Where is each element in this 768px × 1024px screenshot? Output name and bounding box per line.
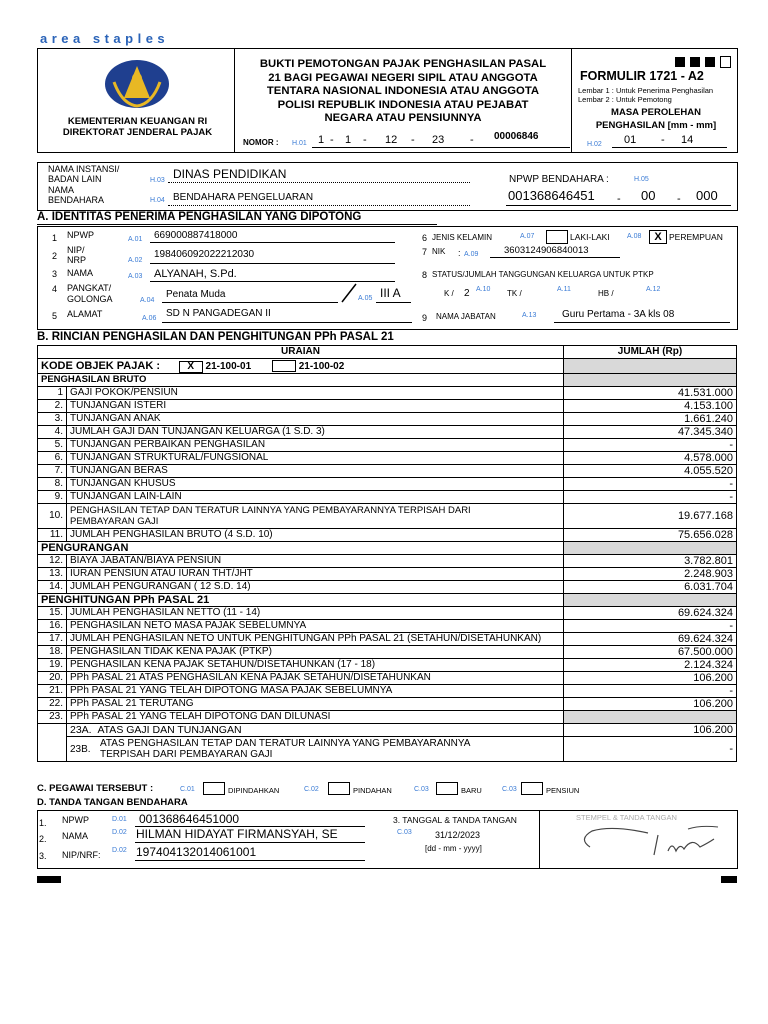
- section-c-title: C. PEGAWAI TERSEBUT :: [37, 783, 154, 794]
- ministry-line2: DIREKTORAT JENDERAL PAJAK: [62, 127, 213, 138]
- pensiun-checkbox[interactable]: [521, 782, 543, 795]
- table-row: 8. TUNJANGAN KHUSUS -: [38, 478, 737, 491]
- penerima-nip: 198406092022212030: [154, 249, 255, 260]
- table-row: 5. TUNJANGAN PERBAIKAN PENGHASILAN -: [38, 439, 737, 452]
- table-row: 4. JUMLAH GAJI DAN TUNJANGAN KELUARGA (1 S.D. 3) 47.345.340: [38, 426, 737, 439]
- kode-objek-pajak: KODE OBJEK PAJAK : X 21-100-01 21-100-02: [38, 359, 564, 374]
- penerima-pangkat: Penata Muda: [166, 289, 226, 300]
- penerima-jabatan: Guru Pertama - 3A kls 08: [562, 309, 675, 320]
- table-row: 14. JUMLAH PENGURANGAN ( 12 S.D. 14) 6.031.704: [38, 581, 737, 594]
- table-row: 20. PPh PASAL 21 ATAS PENGHASILAN KENA PAJAK SETAHUN/DISETAHUNKAN 106.200: [38, 672, 737, 685]
- npwp-bendahara-a: 001368646451: [508, 188, 595, 203]
- table-row: 3. TUNJANGAN ANAK 1.661.240: [38, 413, 737, 426]
- amount-bruto-1: 4.153.100: [564, 400, 737, 413]
- table-row: 2. TUNJANGAN ISTERI 4.153.100: [38, 400, 737, 413]
- masa-to: 14: [681, 134, 694, 146]
- table-row: 13. IURAN PENSIUN ATAU IURAN THT/JHT 2.248.903: [38, 568, 737, 581]
- table-row: 21. PPh PASAL 21 YANG TELAH DIPOTONG MASA PAJAK SEBELUMNYA -: [38, 685, 737, 698]
- penerima-golongan: III A: [380, 286, 401, 300]
- amount-hitung-4: 2.124.324: [564, 659, 737, 672]
- signature-icon: [568, 823, 734, 863]
- nomor-part2: 1: [345, 134, 352, 146]
- amount-hitung-0: 69.624.324: [564, 607, 737, 620]
- amount-bruto-8: -: [564, 491, 737, 504]
- amount-bruto-2: 1.661.240: [564, 413, 737, 426]
- section-d-title: D. TANDA TANGAN BENDAHARA: [37, 797, 188, 808]
- table-row: 17. JUMLAH PENGHASILAN NETO UNTUK PENGHITUNGAN PPh PASAL 21 (SETAHUN/DISETAHUNKAN) 69.624.324: [38, 633, 737, 646]
- tanggal-ttd: 31/12/2023: [435, 830, 481, 840]
- nomor-part5: 00006846: [494, 131, 539, 142]
- laki-laki-checkbox[interactable]: [546, 230, 568, 244]
- amount-bruto-7: -: [564, 478, 737, 491]
- kemenkeu-logo-icon: [102, 52, 172, 110]
- bendahara-value: BENDAHARA PENGELUARAN: [173, 192, 314, 203]
- npwp-bendahara-b: 00: [641, 188, 656, 203]
- table-row: 22. PPh PASAL 21 TERUTANG 106.200: [38, 698, 737, 711]
- table-row: 19. PENGHASILAN KENA PAJAK SETAHUN/DISETAHUNKAN (17 - 18) 2.124.324: [38, 659, 737, 672]
- status-k-value: 2: [464, 288, 470, 299]
- table-row: 6. TUNJANGAN STRUKTURAL/FUNGSIONAL 4.578.000: [38, 452, 737, 465]
- amount-peng-0: 3.782.801: [564, 555, 737, 568]
- baru-checkbox[interactable]: [436, 782, 458, 795]
- section-b-title: B. RINCIAN PENGHASILAN DAN PENGHITUNGAN PPh PASAL 21: [37, 331, 394, 343]
- amount-bruto-0: 41.531.000: [564, 387, 737, 400]
- nomor-label: NOMOR :: [243, 138, 279, 147]
- dipindahkan-checkbox[interactable]: [203, 782, 225, 795]
- kode-21-100-01-checkbox[interactable]: X: [179, 361, 203, 373]
- ministry-line1: KEMENTERIAN KEUANGAN RI: [67, 116, 208, 127]
- amount-hitung-2: 69.624.324: [564, 633, 737, 646]
- amount-hitung-1: -: [564, 620, 737, 633]
- table-row: 9. TUNJANGAN LAIN-LAIN -: [38, 491, 737, 504]
- penerima-npwp: 669000887418000: [154, 230, 238, 241]
- amount-hitung-3: 67.500.000: [564, 646, 737, 659]
- amount-hitung-6: -: [564, 685, 737, 698]
- table-row: 18. PENGHASILAN TIDAK KENA PAJAK (PTKP) 67.500.000: [38, 646, 737, 659]
- penerima-nik: 3603124906840013: [504, 245, 589, 256]
- penerima-nama: ALYANAH, S.Pd.: [154, 268, 237, 280]
- bendahara-nama: HILMAN HIDAYAT FIRMANSYAH, SE: [136, 827, 338, 841]
- perempuan-checkbox[interactable]: X: [649, 230, 667, 244]
- table-row: 15. JUMLAH PENGHASILAN NETTO (11 - 14) 69.624.324: [38, 607, 737, 620]
- bendahara-nip: 197404132014061001: [136, 845, 257, 859]
- formulir-title: FORMULIR 1721 - A2: [580, 69, 704, 83]
- nomor-part4: 23: [432, 134, 445, 146]
- bendahara-npwp: 001368646451000: [139, 812, 240, 826]
- nomor-part3: 12: [385, 134, 398, 146]
- npwp-bendahara-c: 000: [696, 188, 718, 203]
- nomor-part1: 1: [318, 134, 325, 146]
- table-row: 7. TUNJANGAN BERAS 4.055.520: [38, 465, 737, 478]
- rincian-table: URAIAN JUMLAH (Rp) KODE OBJEK PAJAK : X 21-100-01 21-100-02 PENGHASILAN BRUTO 1 GAJI POKOK/PENSIUN 41.531.000 2. TUNJANGAN ISTERI 4.153.100 3. TUNJANGAN ANAK 1.661.240 4. JUMLAH GAJI DAN TUNJANGAN KELUARGA (1 S.D. 3) 47.345.340 5. TUNJANGAN PERBAIKAN PENGHASILAN - 6. TUNJANGAN STRUKTURAL/FUNGSIONAL 4.578.000 7. TUNJANGAN BERAS 4.055.520 8. TUNJANGAN KHUSUS - 9. TUNJANGAN LAIN-LAIN - 10. PENGHASILAN TETAP DAN TERATUR LAINNYA YANG PEMBAYARANNYA TERPISAH DARI PEMBAYARAN GAJI 19.677.168 11. JUMLAH PENGHASILAN BRUTO (4 S.D. 10) 75.656.028 PENGURANGAN 12. BIAYA JABATAN/BIAYA PENSIUN 3.782.801 13. IURAN PENSIUN ATAU IURAN THT/JHT 2.248.903 14. JUMLAH PENGURANGAN ( 12 S.D. 14) 6.031.704 PENGHITUNGAN PPh PASAL 21 15. JUMLAH PENGHASILAN NETTO (11 - 14) 69.624.324 16. PENGHASILAN NETO MASA PAJAK SEBELUMNYA - 17. JUMLAH PENGHASILAN NETO UNTUK PENGHITUNGAN PPh PASAL 21 (SETAHUN/DISETAHUNKAN) 69.624.324 18. PENGHASILAN TIDAK KENA PAJAK (PTKP) 67.500.000 19. PENGHASILAN KENA PAJAK SETAHUN/DISETAHUNKAN (17 - 18) 2.124.324 20. PPh PASAL 21 ATAS PENGHASILAN KENA PAJAK SETAHUN/DISETAHUNKAN 106.200 21. PPh PASAL 21 YANG TELAH DIPOTONG MASA PAJAK SEBELUMNYA - 22. PPh PASAL 21 TERUTANG 106.200 23. PPh PASAL 21 YANG TELAH DIPOTONG DAN DILUNASI 23A. ATAS GAJI DAN TUNJANGAN 106.200 23B. ATAS PENGHASILAN TETAP DAN TERATUR LAINNYA YANG PEMBAYARANNYA TERPISAH DARI PEMBAYARAN GAJI -: [37, 345, 737, 762]
- amount-hitung-7: 106.200: [564, 698, 737, 711]
- amount-peng-1: 2.248.903: [564, 568, 737, 581]
- table-row: 16. PENGHASILAN NETO MASA PAJAK SEBELUMNYA -: [38, 620, 737, 633]
- amount-bruto-3: 47.345.340: [564, 426, 737, 439]
- brand-text: area staples: [40, 31, 170, 46]
- pindahan-checkbox[interactable]: [328, 782, 350, 795]
- table-row: 12. BIAYA JABATAN/BIAYA PENSIUN 3.782.801: [38, 555, 737, 568]
- amount-row10: 19.677.168: [564, 504, 737, 529]
- amount-bruto-5: 4.578.000: [564, 452, 737, 465]
- table-row: 1 GAJI POKOK/PENSIUN 41.531.000: [38, 387, 737, 400]
- amount-peng-2: 6.031.704: [564, 581, 737, 594]
- amount-hitung-8: [564, 711, 737, 724]
- amount-row11: 75.656.028: [564, 529, 737, 542]
- instansi-box: [37, 162, 738, 211]
- amount-bruto-6: 4.055.520: [564, 465, 737, 478]
- section-a-title: A. IDENTITAS PENERIMA PENGHASILAN YANG DIPOTONG: [37, 211, 362, 223]
- amount-row23a: 106.200: [564, 724, 737, 737]
- amount-row23b: -: [564, 737, 737, 762]
- amount-hitung-5: 106.200: [564, 672, 737, 685]
- table-row: 23. PPh PASAL 21 YANG TELAH DIPOTONG DAN DILUNASI: [38, 711, 737, 724]
- document-title: BUKTI PEMOTONGAN PAJAK PENGHASILAN PASAL 21 BAGI PEGAWAI NEGERI SIPIL ATAU ANGGOTA TENTARA NASIONAL INDONESIA ATAU ANGGOTA POLISI REPUBLIK INDONESIA ATAU PEJABAT NEGARA ATAU PENSIUNNYA: [259, 58, 547, 125]
- kode-21-100-02-checkbox[interactable]: [272, 360, 296, 372]
- penerima-alamat: SD N PANGADEGAN II: [166, 308, 271, 319]
- instansi-value: DINAS PENDIDIKAN: [173, 167, 287, 181]
- amount-bruto-4: -: [564, 439, 737, 452]
- slash-divider-icon: [340, 283, 358, 303]
- masa-from: 01: [624, 134, 637, 146]
